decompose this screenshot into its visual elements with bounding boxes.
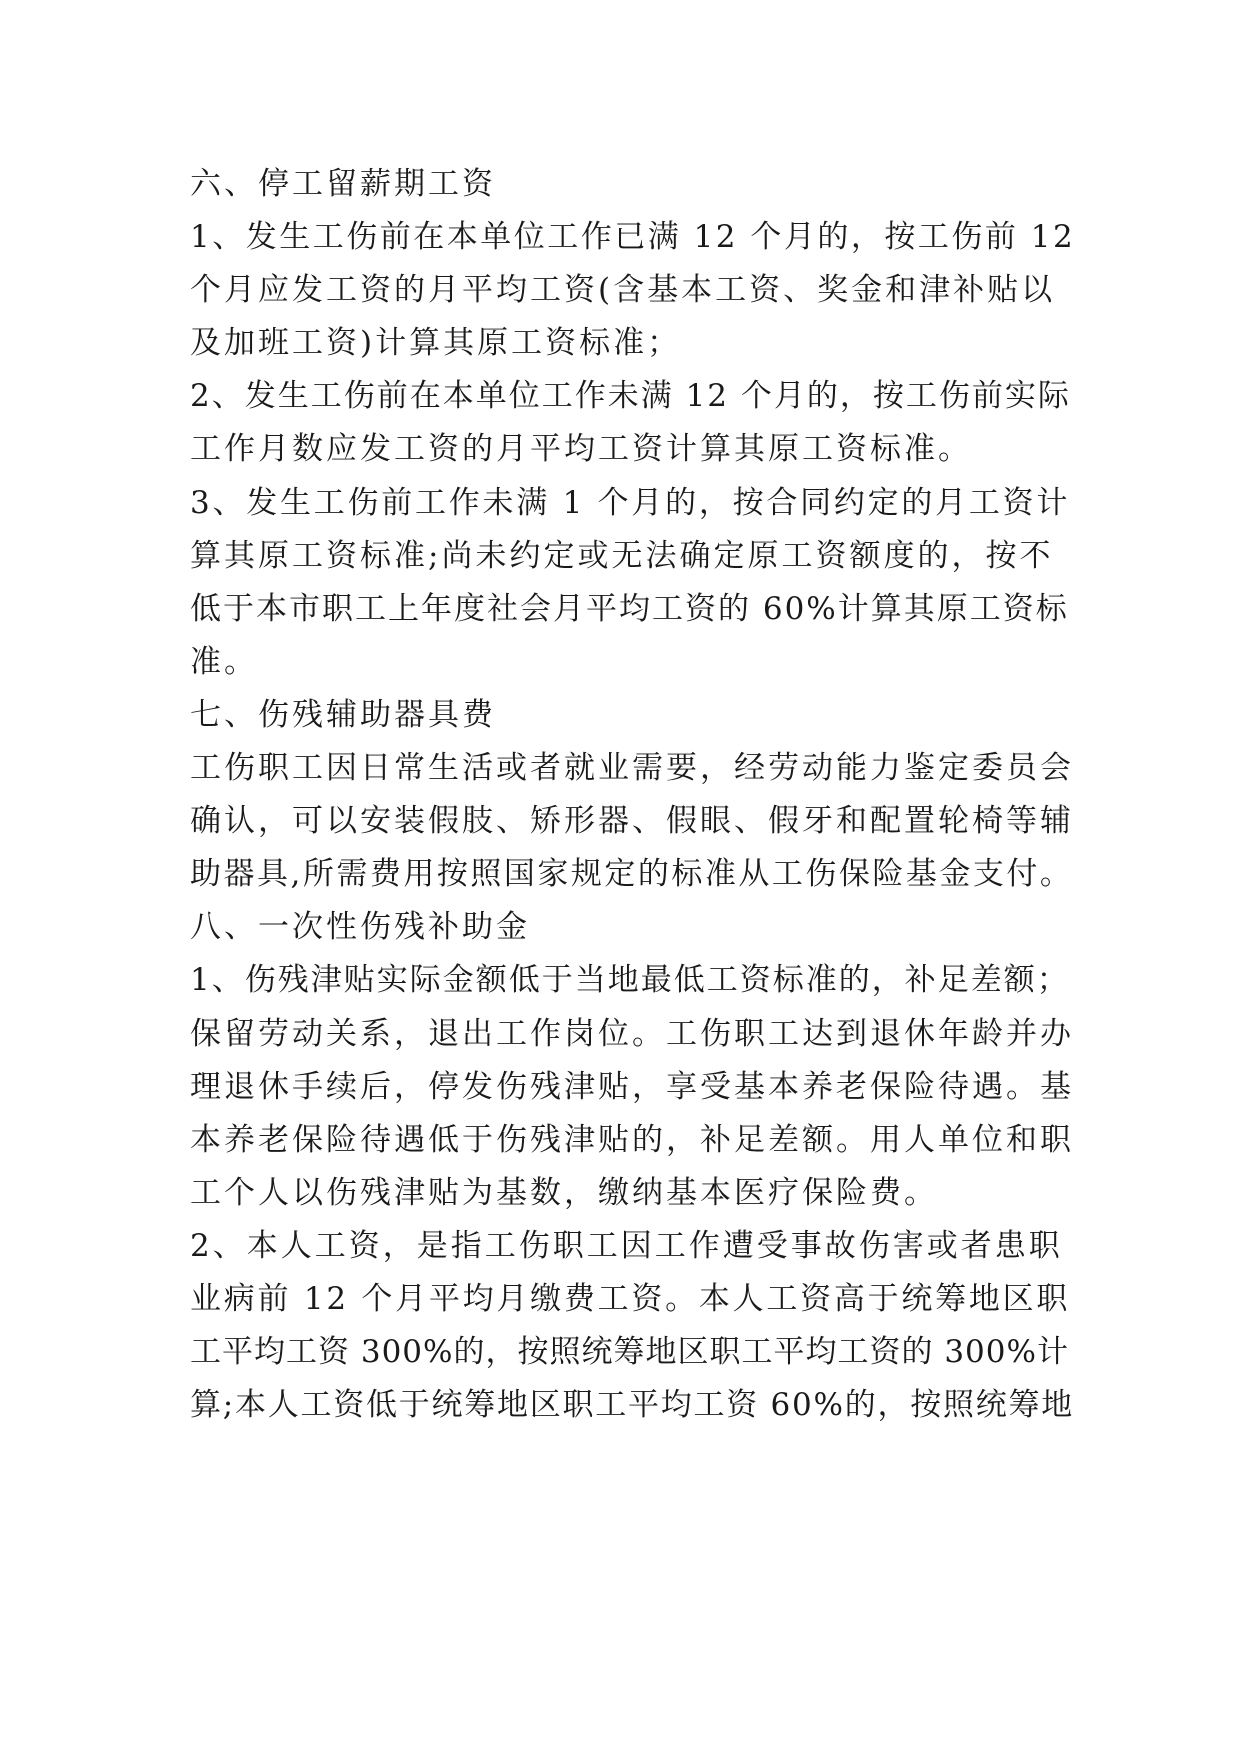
section-heading-7: 七、伤残辅助器具费	[190, 696, 496, 733]
paragraph-line: 业病前 12 个月平均月缴费工资。本人工资高于统筹地区职	[190, 1280, 1071, 1317]
paragraph-line: 准。	[190, 643, 258, 680]
paragraph-line: 助器具,所需费用按照国家规定的标准从工伤保险基金支付。	[190, 856, 1074, 893]
paragraph-line: 本养老保险待遇低于伤残津贴的，补足差额。用人单位和职	[190, 1121, 1074, 1158]
paragraph-line: 理退休手续后，停发伤残津贴，享受基本养老保险待遇。基	[190, 1068, 1074, 1105]
document-body	[190, 158, 1076, 1432]
section-heading-8: 八、一次性伤残补助金	[190, 909, 530, 946]
paragraph-line: 算;本人工资低于统筹地区职工平均工资 60%的，按照统筹地	[190, 1387, 1074, 1424]
paragraph-line: 工伤职工因日常生活或者就业需要，经劳动能力鉴定委员会	[190, 750, 1074, 787]
paragraph-line: 及加班工资)计算其原工资标准；	[190, 325, 682, 362]
paragraph-line: 工平均工资 300%的，按照统筹地区职工平均工资的 300%计	[190, 1334, 1069, 1371]
paragraph-line: 低于本市职工上年度社会月平均工资的 60%计算其原工资标	[190, 590, 1069, 627]
paragraph-line: 1、伤残津贴实际金额低于当地最低工资标准的，补足差额；	[190, 962, 1070, 999]
paragraph-line: 2、发生工伤前在本单位工作未满 12 个月的，按工伤前实际	[190, 378, 1071, 415]
paragraph-line: 1、发生工伤前在本单位工作已满 12 个月的，按工伤前 12	[190, 219, 1076, 256]
paragraph-line: 工个人以伤残津贴为基数，缴纳基本医疗保险费。	[190, 1174, 938, 1211]
paragraph-line: 3、发生工伤前工作未满 1 个月的，按合同约定的月工资计	[190, 484, 1071, 521]
paragraph-line: 工作月数应发工资的月平均工资计算其原工资标准。	[190, 431, 972, 468]
paragraph-line: 确认，可以安装假肢、矫形器、假眼、假牙和配置轮椅等辅	[190, 803, 1074, 840]
paragraph-line: 算其原工资标准;尚未约定或无法确定原工资额度的，按不	[190, 537, 1054, 574]
section-heading-6: 六、停工留薪期工资	[190, 166, 496, 202]
paragraph-line: 保留劳动关系，退出工作岗位。工伤职工达到退休年龄并办	[190, 1015, 1074, 1052]
paragraph-line: 个月应发工资的月平均工资(含基本工资、奖金和津补贴以	[190, 272, 1056, 309]
paragraph-line: 2、本人工资，是指工伤职工因工作遭受事故伤害或者患职	[190, 1227, 1063, 1264]
